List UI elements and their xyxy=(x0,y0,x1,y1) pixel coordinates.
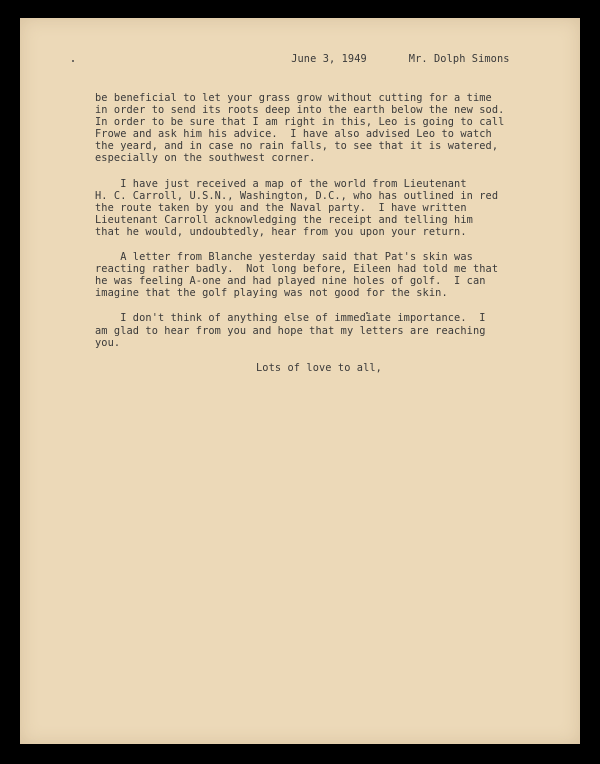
text-line: that he would, undoubtedly, hear from you upon your return. xyxy=(95,225,467,238)
text-line: the route taken by you and the Naval party. I have written xyxy=(95,201,467,214)
paragraph xyxy=(95,251,565,299)
text-line: I have just received a map of the world from Lieutenant xyxy=(95,177,467,190)
text-line: be beneficial to let your grass grow without cutting for a time xyxy=(95,92,492,104)
text-line: especially on the southwest corner. xyxy=(95,152,316,165)
text-line: in order to send its roots deep into the earth below the new sod. xyxy=(95,104,505,117)
text-line: imagine that the golf playing was not good for the skin. xyxy=(95,287,448,300)
paragraph xyxy=(95,92,565,165)
text-line: H. C. Carroll, U.S.N., Washington, D.C., who has outlined in red xyxy=(95,189,499,202)
paragraph xyxy=(95,312,565,348)
text-line: Frowe and ask him his advice. I have also advised Leo to watch xyxy=(95,128,492,141)
paper-speck xyxy=(72,60,74,62)
paragraph xyxy=(95,178,565,238)
text-line: reacting rather badly. Not long before, Eileen had told me that xyxy=(95,263,499,276)
letter-recipient: Mr. Dolph Simons xyxy=(408,53,510,65)
letter-date: June 3, 1949 xyxy=(291,53,367,65)
letter-page xyxy=(20,18,580,744)
text-line: am glad to hear from you and hope that my letters are reaching xyxy=(95,324,486,337)
text-line: he was feeling A-one and had played nine holes of golf. I can xyxy=(95,275,486,288)
text-line: I don't think of anything else of immediate importance. I xyxy=(95,312,486,325)
text-line: In order to be sure that I am right in this, Leo is going to call xyxy=(95,116,505,129)
text-line: Lieutenant Carroll acknowledging the receipt and telling him xyxy=(95,213,473,226)
letter-closing: Lots of love to all, xyxy=(256,361,382,374)
text-line: the yeard, and in case no rain falls, to see that it is watered, xyxy=(95,140,499,153)
letter-header xyxy=(266,41,510,77)
text-line: you. xyxy=(95,336,121,349)
text-line: A letter from Blanche yesterday said that Pat's skin was xyxy=(95,251,473,264)
letter-body xyxy=(95,92,565,374)
